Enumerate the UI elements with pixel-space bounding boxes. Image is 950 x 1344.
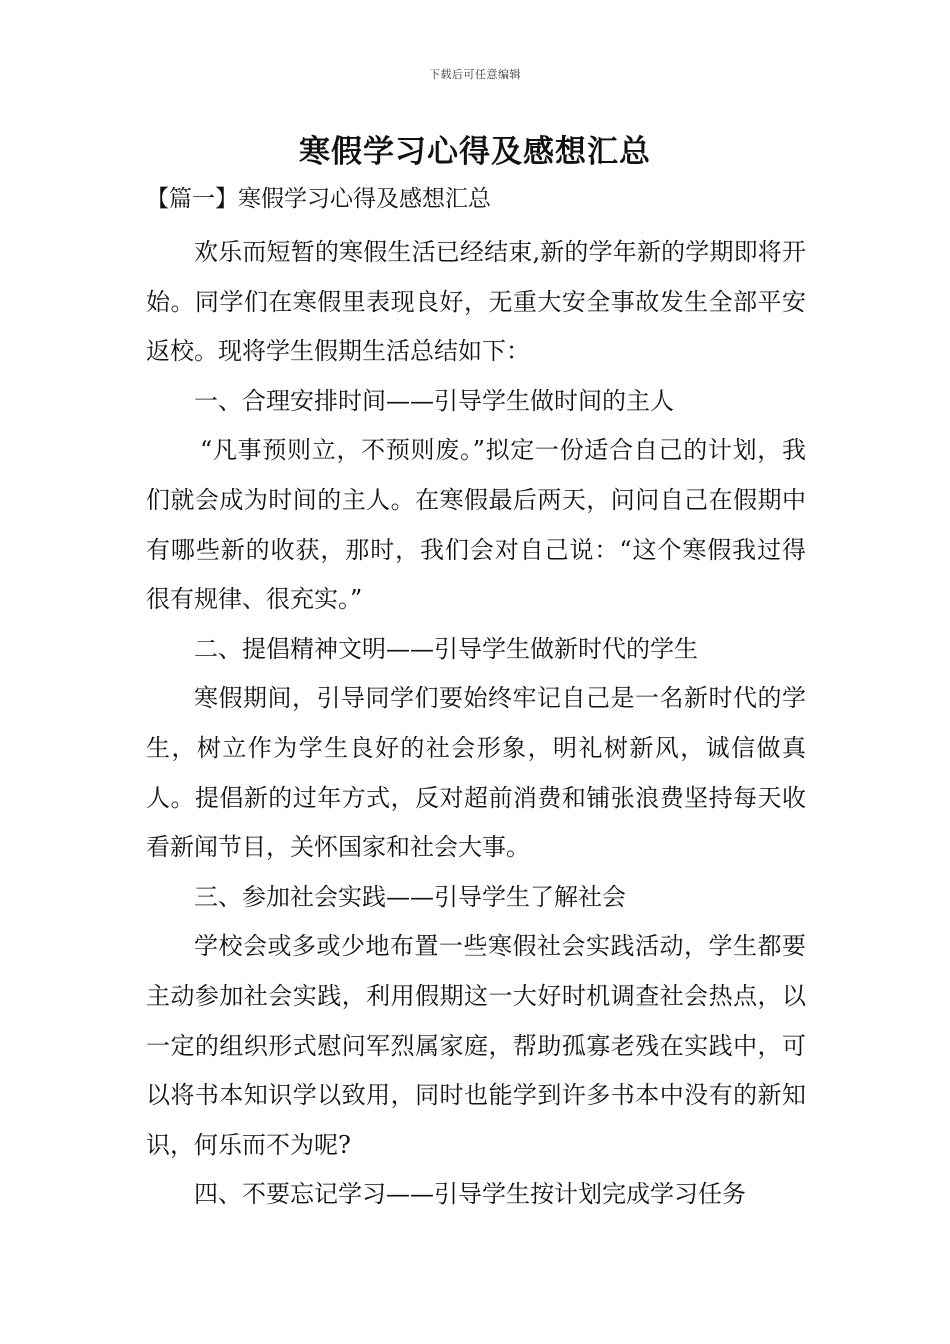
paragraph-time-plan: “凡事预则立，不预则废。”拟定一份适合自己的计划，我们就会成为时间的主人。在寒假最后两天，问问自己在假期中有哪些新的收获，那时，我们会对自己说：“这个寒假我过得很有规律、很充实。”	[146, 436, 806, 614]
section-heading: 【篇一】寒假学习心得及感想汇总	[146, 186, 491, 212]
paragraph-intro: 欢乐而短暂的寒假生活已经结束,新的学年新的学期即将开始。同学们在寒假里表现良好，无重大安全事故发生全部平安返校。现将学生假期生活总结如下：	[146, 238, 806, 366]
paragraph-civility: 寒假期间，引导同学们要始终牢记自己是一名新时代的学生，树立作为学生良好的社会形象，明礼树新风，诚信做真人。提倡新的过年方式，反对超前消费和铺张浪费坚持每天收看新闻节目，关怀国家和社会大事。	[146, 684, 806, 862]
paragraph-social-practice: 学校会或多或少地布置一些寒假社会实践活动，学生都要主动参加社会实践，利用假期这一大好时机调查社会热点，以一定的组织形式慰问军烈属家庭，帮助孤寡老残在实践中，可以将书本知识学以致用，同时也能学到许多书本中没有的新知识，何乐而不为呢?	[146, 932, 806, 1159]
header-note: 下载后可任意编辑	[429, 68, 521, 81]
document-body	[146, 228, 806, 1220]
paragraph-heading-2: 二、提倡精神文明——引导学生做新时代的学生	[194, 634, 698, 663]
paragraph-heading-1: 一、合理安排时间——引导学生做时间的主人	[194, 386, 674, 415]
paragraph-heading-3: 三、参加社会实践——引导学生了解社会	[194, 882, 626, 911]
paragraph-heading-4: 四、不要忘记学习——引导学生按计划完成学习任务	[194, 1180, 746, 1209]
document-title: 寒假学习心得及感想汇总	[299, 134, 651, 170]
